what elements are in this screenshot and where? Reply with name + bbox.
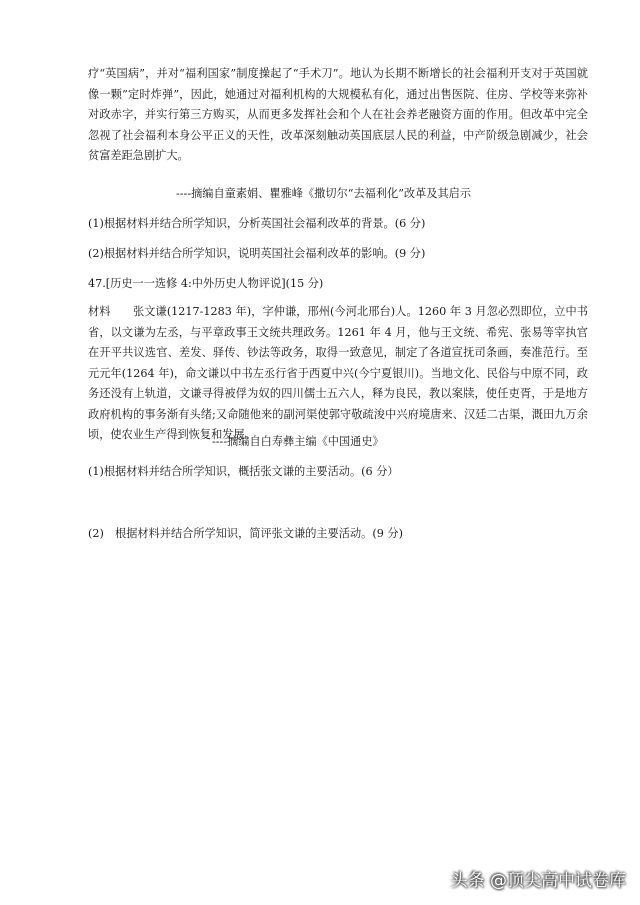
- source-citation-1: ----摘编自童素娟、瞿雅峰《撒切尔“去福利化”改革及其启示: [176, 187, 472, 200]
- question-47-part-2: (2) 根据材料并结合所学知识，简评张文谦的主要活动。(9 分): [88, 527, 403, 540]
- material-paragraph-britain: 疗“英国病”，并对“福利国家”制度操起了“手术刀”。地认为长期不断增长的社会福利开支对于英国就像一颗”定时炸弹”，因此，她通过对福利机构的大规模私有化，通过出售医院、住房、学校等来弥补对政赤字，并实行第三方购买，从而更多发挥社会和个人在社会养老融资方面的作用。但改革中完全忽视了社会福利本身公平正义的天性，改革深刻触动英国底层人民的利益，中产阶级急剧减少，社会贫富差距急剧扩大。: [88, 67, 588, 162]
- question-47-part-1: (1)根据材料并结合所学知识，概括张文谦的主要活动。(6 分）: [88, 465, 399, 478]
- question-47-title: 47.[历史一一选修 4:中外历史人物评说](15 分): [88, 277, 324, 290]
- question-46-part-1: (1)根据材料并结合所学知识，分析英国社会福利改革的背景。(6 分): [88, 217, 426, 230]
- watermark-logo: 头条 @顶尖高中试卷库: [450, 871, 626, 891]
- material-paragraph-zhang-wenqian: 材料 张文谦(1217-1283 年)，字仲谦，邢州(今河北邢台)人。1260 年 3 月忽必烈即位，立中书省，以文谦为左丞，与平章政事王文统共理政务。1261 年 4 月，他与王文统、希宪、张易等宰执官在开平共议选官、差发、驿传、钞法等政务，取得一致意见，制定了各道宣抚司条画，奏准范行。至元元年(1264 年)，命文谦以中书左丞行省于西夏中兴(今宁夏银川)。当地文化、民俗与中原不同，政务还没有上轨道，文谦寻得被俘为奴的四川儒士五六人，释为良民，教以案牍，使任吏胥，于是地方政府机构的事务渐有头绪;又命随他来的副河渠使郭守敬疏浚中兴府境唐来、汉廷二古渠，溉田九万余顷，使农业生产得到恢复和发展。: [88, 305, 588, 441]
- question-46-part-2: (2)根据材料并结合所学知识，说明英国社会福利改革的影响。(9 分): [88, 247, 426, 260]
- source-citation-2: ----摘编自白寿彝主编《中国通史》: [212, 435, 384, 448]
